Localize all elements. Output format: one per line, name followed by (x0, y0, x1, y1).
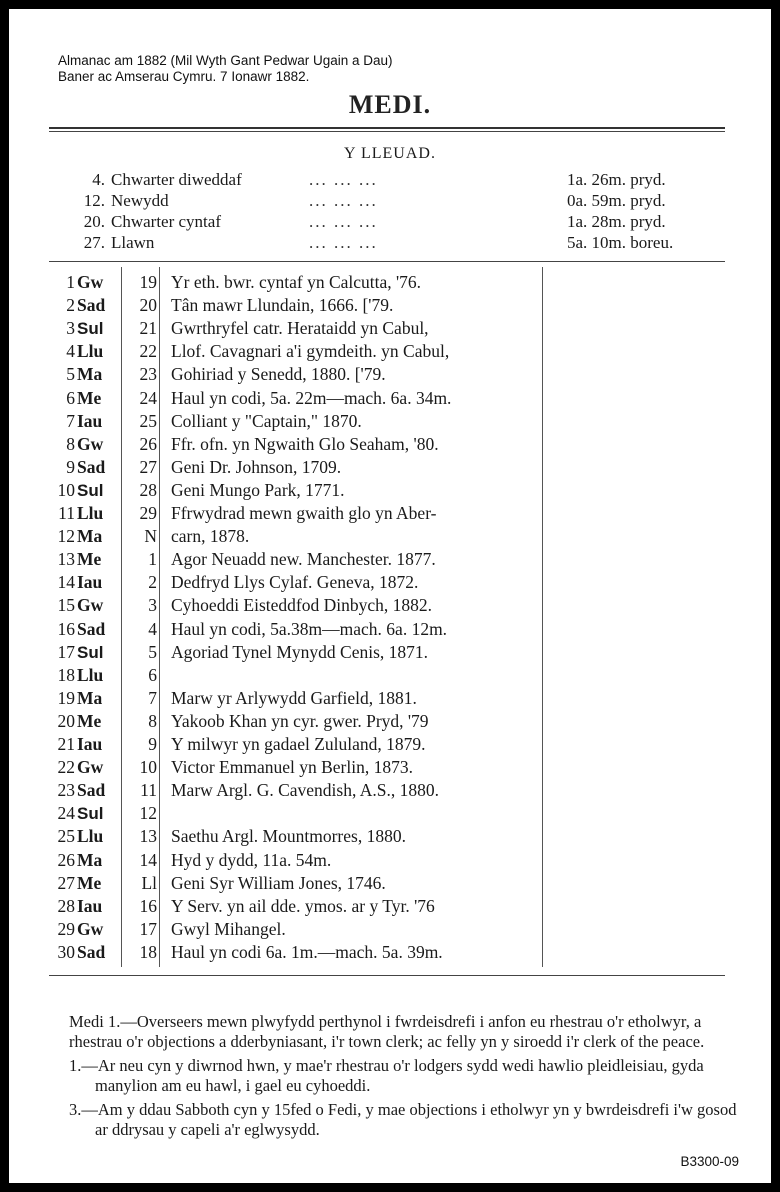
top-rule-thin (49, 131, 725, 132)
event-text: Llof. Cavagnari a'i gymdeith. yn Cabul, (171, 341, 450, 362)
day-number: 16 (57, 618, 75, 639)
lunar-day: 14 (139, 849, 157, 870)
event-text: Cyhoeddi Eisteddfod Dinbych, 1882. (171, 595, 433, 616)
calendar-row (49, 571, 549, 594)
moon-heading: Y LLEUAD. (344, 145, 436, 162)
calendar-row (49, 271, 549, 294)
event-text: Colliant y "Captain," 1870. (171, 410, 362, 431)
weekday: Sad (77, 941, 106, 962)
weekday: Ma (77, 364, 103, 385)
weekday: Me (77, 872, 102, 893)
day-number: 10 (57, 479, 75, 500)
lunar-day: 20 (139, 295, 157, 316)
event-text: Gohiriad y Senedd, 1880. ['79. (171, 364, 386, 385)
weekday: Iau (77, 572, 103, 593)
day-number: 12 (57, 526, 75, 547)
leader-dots: ... ... ... (309, 170, 378, 189)
calendar-row (49, 479, 549, 502)
calendar-row (49, 687, 549, 710)
calendar-row (49, 618, 549, 641)
day-number: 14 (57, 572, 75, 593)
calendar-row (49, 410, 549, 433)
moon-phase-row (69, 212, 719, 233)
lunar-day: 1 (148, 549, 157, 570)
day-number: 21 (57, 734, 75, 754)
calendar-row (49, 872, 549, 895)
weekday: Sad (77, 295, 106, 316)
calendar-row (49, 825, 549, 848)
lunar-day: 28 (139, 479, 157, 500)
weekday: Llu (77, 664, 104, 685)
weekday: Sad (77, 780, 106, 801)
event-text: Tân mawr Llundain, 1666. ['79. (171, 295, 394, 316)
day-number: 27 (57, 872, 75, 893)
calendar-row (49, 849, 549, 872)
event-text: Yr eth. bwr. cyntaf yn Calcutta, '76. (171, 272, 422, 292)
event-text: carn, 1878. (171, 526, 250, 547)
day-number: 1 (66, 272, 75, 292)
day-number: 23 (57, 780, 75, 801)
calendar-row (49, 294, 549, 317)
lunar-day: 21 (139, 318, 157, 339)
day-number: 29 (57, 918, 75, 939)
day-number: 25 (57, 826, 75, 847)
weekday: Llu (77, 503, 104, 523)
weekday: Sul (77, 319, 104, 339)
weekday: Ma (77, 849, 103, 870)
day-number: 20 (57, 710, 75, 731)
lunar-day: 23 (139, 364, 157, 385)
calendar-row (49, 941, 549, 964)
event-text: Geni Mungo Park, 1771. (171, 479, 345, 500)
calendar-row (49, 433, 549, 456)
event-text: Marw yr Arlywydd Garfield, 1881. (171, 687, 417, 708)
day-number: 24 (57, 803, 75, 824)
note-2: 1.—Ar neu cyn y diwrnod hwn, y mae'r rhestrau o'r lodgers sydd wedi hawlio pleidleisiau, gyda manylion am eu hawl, i gael eu cyhoeddi. (69, 1056, 704, 1095)
middle-rule (49, 261, 725, 262)
moon-phase-name: Chwarter diweddaf (111, 170, 242, 189)
day-number: 13 (57, 549, 75, 570)
moon-phase-name: Llawn (111, 233, 155, 252)
event-text: Y Serv. yn ail dde. ymos. ar y Tyr. '76 (171, 895, 435, 916)
event-text: Victor Emmanuel yn Berlin, 1873. (171, 757, 413, 778)
event-text: Dedfryd Llys Cylaf. Geneva, 1872. (171, 572, 419, 593)
event-text: Geni Dr. Johnson, 1709. (171, 456, 342, 477)
event-text: Ffr. ofn. yn Ngwaith Glo Seaham, '80. (171, 433, 439, 454)
lunar-day: 4 (148, 618, 157, 639)
lunar-day: Ll (141, 872, 157, 893)
lunar-day: 11 (140, 780, 157, 801)
event-text: Haul yn codi 6a. 1m.—mach. 5a. 39m. (171, 941, 443, 962)
month-title: MEDI. (348, 90, 432, 119)
lunar-day: 9 (148, 734, 157, 754)
moon-phase-day: 4. (92, 170, 105, 189)
leader-dots: ... ... ... (309, 233, 378, 252)
weekday: Gw (77, 272, 104, 292)
calendar-row (49, 363, 549, 386)
calendar-row (49, 387, 549, 410)
calendar-row (49, 779, 549, 802)
weekday: Sul (77, 642, 104, 662)
lunar-day: 19 (139, 272, 157, 292)
day-number: 3 (66, 318, 75, 339)
lunar-day: 16 (139, 895, 157, 916)
moon-phase-row (69, 191, 719, 212)
event-text: Ffrwydrad mewn gwaith glo yn Aber- (171, 503, 437, 523)
weekday: Iau (77, 895, 103, 916)
lunar-day: 17 (139, 918, 157, 939)
calendar-row (49, 317, 549, 340)
event-text: Saethu Argl. Mountmorres, 1880. (171, 826, 406, 847)
lunar-day: 12 (139, 803, 157, 824)
lunar-day: 8 (148, 710, 157, 731)
moon-phase-row (69, 233, 719, 254)
lunar-day: 5 (148, 641, 157, 662)
day-number: 30 (57, 941, 75, 962)
calendar-row (49, 340, 549, 363)
note-3: 3.—Am y ddau Sabboth cyn y 15fed o Fedi, y mae objections i etholwyr yn y bwrdeisdrefi i'w gosod ar ddrysau y capeli a'r eglwysydd. (69, 1100, 737, 1139)
event-text: Gwyl Mihangel. (171, 918, 286, 939)
almanac-page (9, 9, 771, 1183)
weekday: Gw (77, 433, 104, 454)
day-number: 5 (66, 364, 75, 385)
lunar-day: 26 (139, 433, 157, 454)
event-text: Yakoob Khan yn cyr. gwer. Pryd, '79 (171, 710, 429, 731)
weekday: Gw (77, 595, 104, 616)
weekday: Llu (77, 341, 104, 362)
event-text: Agoriad Tynel Mynydd Cenis, 1871. (171, 641, 429, 662)
calendar-row (49, 895, 549, 918)
leader-dots: ... ... ... (309, 191, 378, 210)
lunar-day: 24 (139, 387, 157, 408)
moon-phase-day: 12. (83, 191, 105, 210)
calendar-row (49, 641, 549, 664)
calendar-row (49, 664, 549, 687)
event-text: Hyd y dydd, 11a. 54m. (171, 849, 332, 870)
day-number: 22 (57, 757, 75, 778)
weekday: Sul (77, 480, 104, 500)
moon-phase-row (69, 170, 719, 191)
lunar-day: 29 (139, 503, 157, 523)
bottom-rule (49, 975, 725, 976)
moon-phase-time: 5a. 10m. boreu. (567, 233, 674, 252)
day-number: 28 (57, 895, 75, 916)
moon-phase-time: 1a. 28m. pryd. (567, 212, 666, 231)
calendar-row (49, 594, 549, 617)
lunar-day: 3 (148, 595, 157, 616)
day-number: 17 (57, 641, 75, 662)
moon-phase-name: Chwarter cyntaf (111, 212, 221, 231)
calendar-row (49, 756, 549, 779)
lunar-day: 6 (148, 664, 157, 685)
calendar-row (49, 802, 549, 825)
weekday: Ma (77, 687, 103, 708)
weekday: Me (77, 549, 102, 570)
weekday: Me (77, 387, 102, 408)
caption-line-2: Baner ac Amserau Cymru. 7 Ionawr 1882. (58, 69, 310, 84)
reference-code: B3300-09 (680, 1154, 739, 1169)
calendar-row (49, 525, 549, 548)
moon-phase-day: 20. (83, 212, 105, 231)
calendar-row (49, 918, 549, 941)
day-number: 6 (66, 387, 75, 408)
event-text: Haul yn codi, 5a. 22m—mach. 6a. 34m. (171, 387, 452, 408)
weekday: Iau (77, 410, 103, 431)
lunar-day: 27 (139, 456, 157, 477)
day-number: 18 (57, 664, 75, 685)
weekday: Sul (77, 804, 104, 824)
notes (69, 1012, 749, 1144)
weekday: Iau (77, 734, 103, 754)
lunar-day: 2 (148, 572, 157, 593)
caption (58, 53, 393, 85)
day-number: 4 (66, 341, 75, 362)
lunar-day: N (144, 526, 157, 547)
weekday: Gw (77, 757, 104, 778)
weekday: Sad (77, 618, 106, 639)
weekday: Llu (77, 826, 104, 847)
moon-phase-time: 1a. 26m. pryd. (567, 170, 666, 189)
event-text: Agor Neuadd new. Manchester. 1877. (171, 549, 436, 570)
leader-dots: ... ... ... (309, 212, 378, 231)
event-text: Geni Syr William Jones, 1746. (171, 872, 386, 893)
event-text: Marw Argl. G. Cavendish, A.S., 1880. (171, 780, 440, 801)
event-text: Y milwyr yn gadael Zululand, 1879. (171, 734, 426, 754)
day-number: 9 (66, 456, 75, 477)
caption-line-1: Almanac am 1882 (Mil Wyth Gant Pedwar Ugain a Dau) (58, 53, 393, 68)
calendar-row (49, 710, 549, 733)
day-number: 19 (57, 687, 75, 708)
lunar-day: 18 (139, 941, 157, 962)
moon-phase-day: 27. (83, 233, 105, 252)
calendar-row (49, 548, 549, 571)
weekday: Sad (77, 456, 106, 477)
day-number: 15 (57, 595, 75, 616)
calendar-row (49, 456, 549, 479)
event-text: Haul yn codi, 5a.38m—mach. 6a. 12m. (171, 618, 448, 639)
moon-phase-time: 0a. 59m. pryd. (567, 191, 666, 210)
lunar-day: 25 (139, 410, 157, 431)
day-number: 26 (57, 849, 75, 870)
moon-phase-name: Newydd (111, 191, 169, 210)
day-number: 8 (66, 433, 75, 454)
weekday: Me (77, 710, 102, 731)
day-number: 2 (66, 295, 75, 316)
lunar-day: 10 (139, 757, 157, 778)
weekday: Gw (77, 918, 104, 939)
weekday: Ma (77, 526, 103, 547)
event-text: Gwrthryfel catr. Herataidd yn Cabul, (171, 318, 429, 339)
calendar-row (49, 733, 549, 756)
note-1: Medi 1.—Overseers mewn plwyfydd perthynol i fwrdeisdrefi i anfon eu rhestrau o'r etholwyr, a rhestrau o'r objections a dderbyniasant, i'r town clerk; ac felly yn y siroedd i'r clerk of the peace. (69, 1012, 705, 1051)
day-number: 11 (58, 503, 75, 523)
day-number: 7 (66, 410, 75, 431)
lunar-day: 13 (139, 826, 157, 847)
calendar-row (49, 502, 549, 525)
lunar-day: 22 (139, 341, 157, 362)
top-rule (49, 127, 725, 129)
lunar-day: 7 (148, 687, 157, 708)
